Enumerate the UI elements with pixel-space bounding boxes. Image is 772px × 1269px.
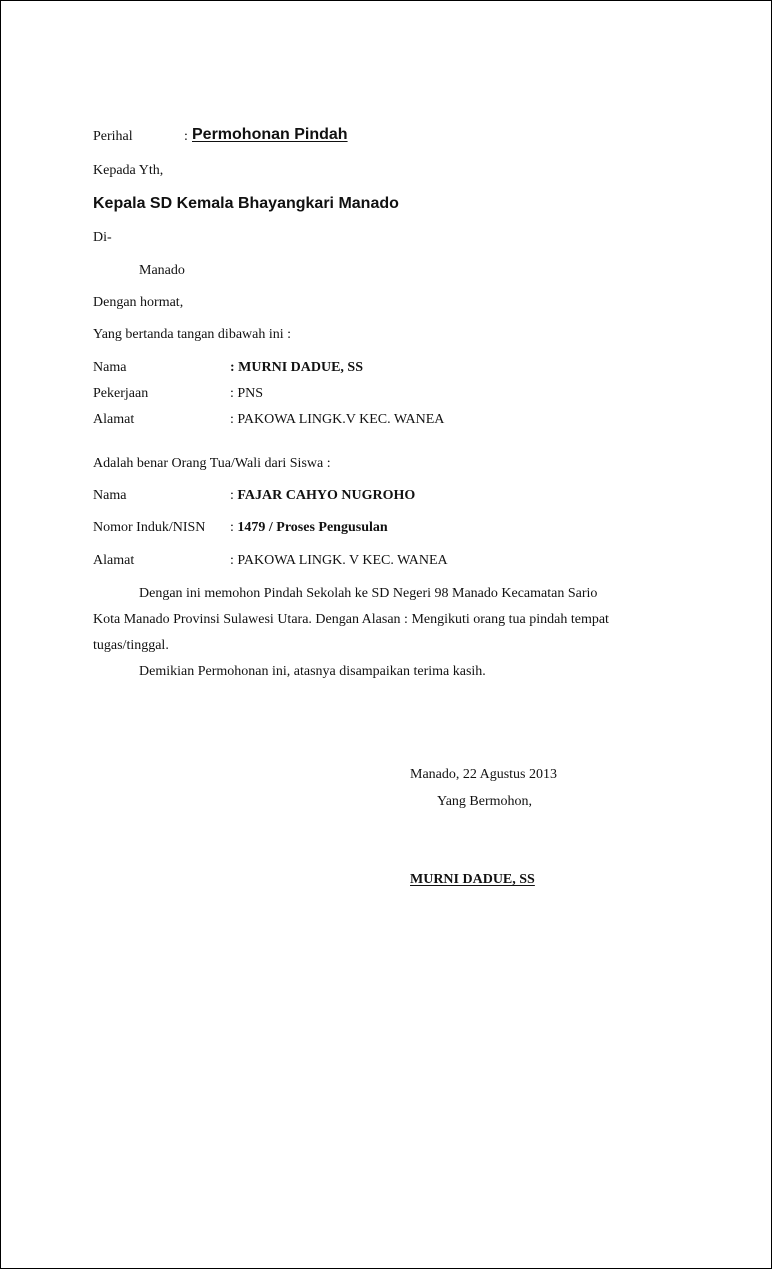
student-address-value: : PAKOWA LINGK. V KEC. WANEA (230, 553, 448, 568)
body-line-1: Dengan ini memohon Pindah Sekolah ke SD Negeri 98 Manado Kecamatan Sario (139, 586, 598, 601)
closing-text: Demikian Permohonan ini, atasnya disampaikan terima kasih. (139, 664, 486, 679)
signature-name: MURNI DADUE, SS (410, 872, 535, 887)
signature-title: Yang Bermohon, (437, 794, 533, 809)
parent-job-label: Pekerjaan (93, 386, 149, 401)
parent-job-value: : PNS (230, 386, 264, 401)
student-address-label: Alamat (93, 553, 135, 568)
student-name-field (230, 487, 415, 505)
student-nisn-field (230, 519, 388, 537)
subject-value: Permohonan Pindah (192, 126, 348, 143)
intro-text: Yang bertanda tangan dibawah ini : (93, 327, 292, 342)
student-nisn-label: Nomor Induk/NISN (93, 520, 206, 535)
parent-address-label: Alamat (93, 412, 135, 427)
parent-name-label: Nama (93, 360, 127, 375)
greeting: Dengan hormat, (93, 295, 184, 310)
subject-label: Perihal (93, 129, 133, 144)
recipient-city: Manado (139, 263, 185, 278)
place-date: Manado, 22 Agustus 2013 (410, 767, 557, 782)
recipient-di: Di- (93, 230, 112, 245)
salutation: Kepada Yth, (93, 163, 164, 178)
student-name-label: Nama (93, 488, 127, 503)
student-nisn-colon: : (230, 520, 238, 535)
body-line-2: Kota Manado Provinsi Sulawesi Utara. Dengan Alasan : Mengikuti orang tua pindah tempat (93, 612, 609, 627)
student-name-value: FAJAR CAHYO NUGROHO (237, 488, 416, 503)
parent-name-value: : MURNI DADUE, SS (230, 360, 364, 375)
student-nisn-value: 1479 / Proses Pengusulan (237, 520, 388, 535)
student-intro: Adalah benar Orang Tua/Wali dari Siswa : (93, 456, 331, 471)
student-name-colon: : (230, 488, 238, 503)
parent-address-value: : PAKOWA LINGK.V KEC. WANEA (230, 412, 445, 427)
subject-colon: : (184, 129, 188, 144)
recipient-name: Kepala SD Kemala Bhayangkari Manado (93, 195, 399, 212)
body-line-3: tugas/tinggal. (93, 638, 169, 653)
